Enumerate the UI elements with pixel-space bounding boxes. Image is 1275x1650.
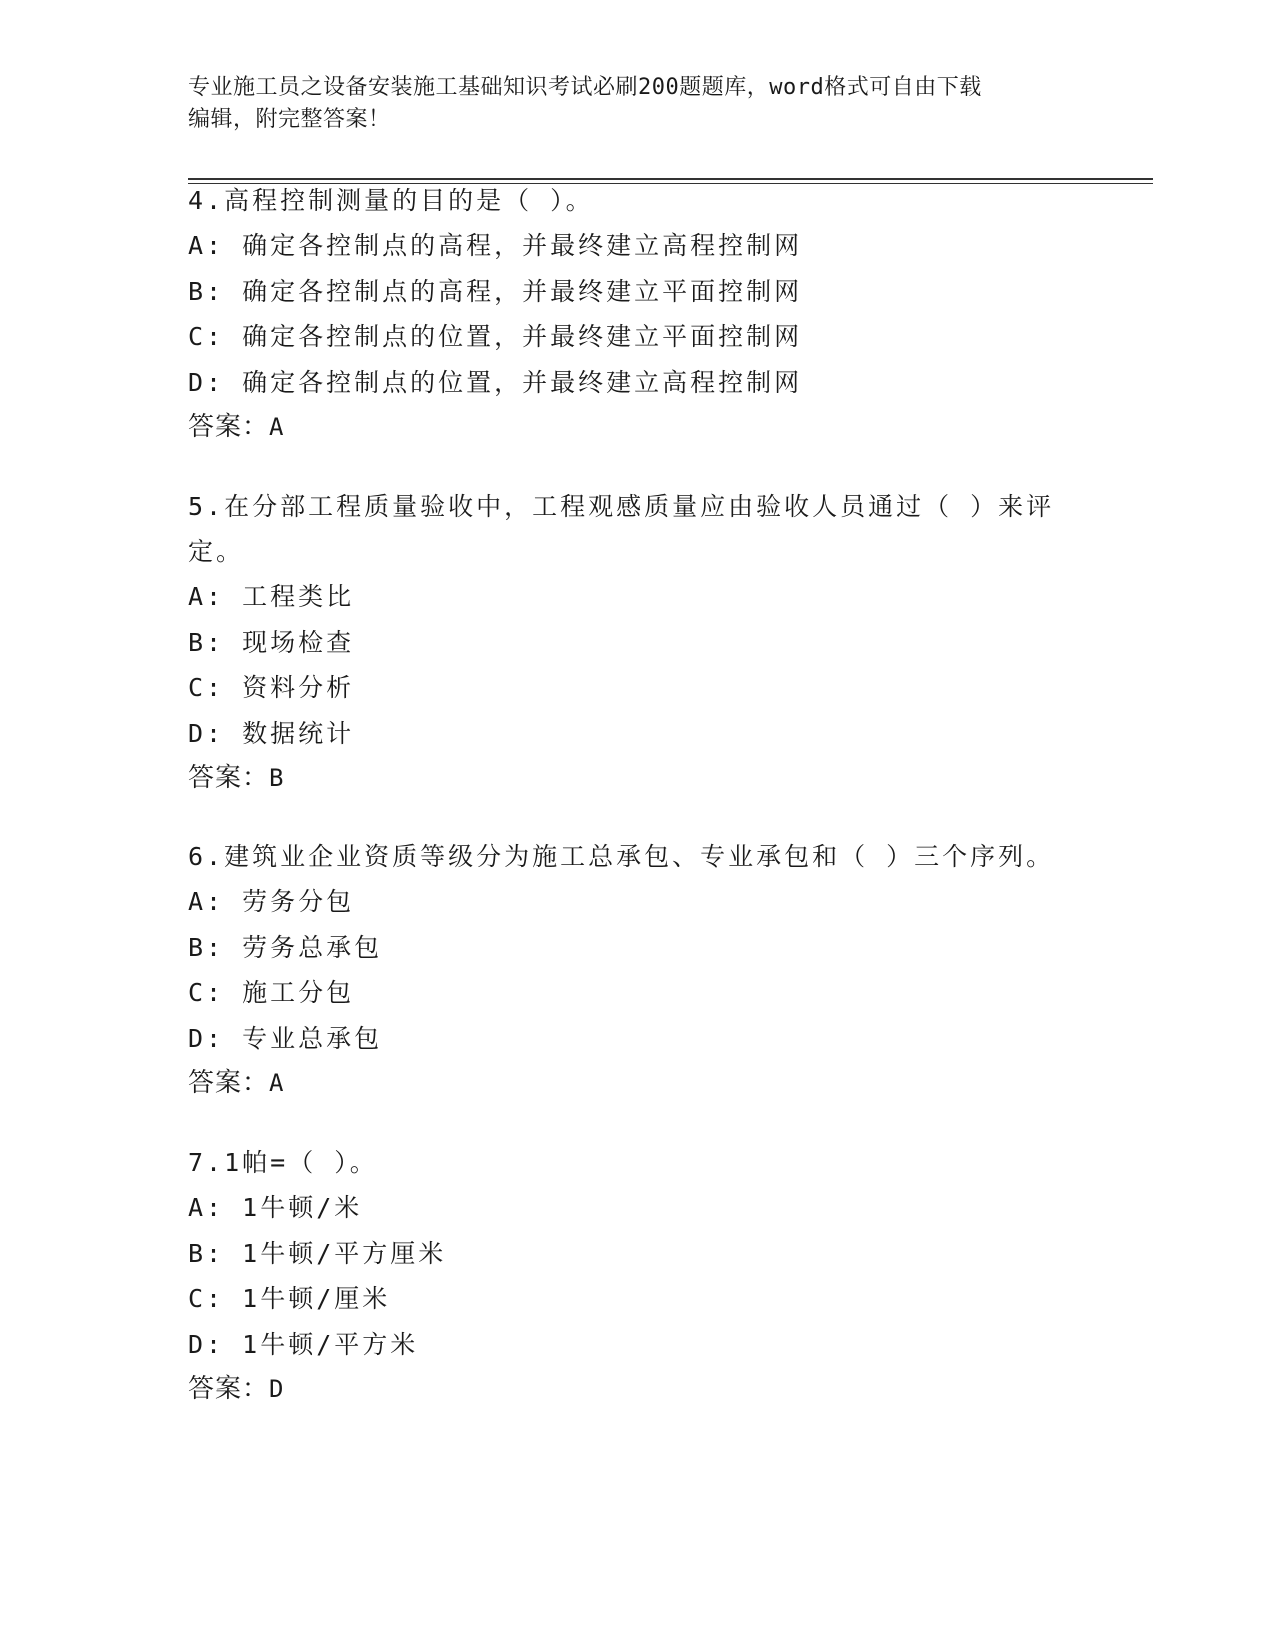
- option-a: A: 1牛顿/米: [188, 1193, 363, 1222]
- option-b: B: 现场检查: [188, 627, 355, 657]
- question-5: [188, 484, 1068, 801]
- option-d: D: 1牛顿/平方米: [188, 1329, 419, 1359]
- header-line-2: 编辑，附完整答案！: [188, 107, 391, 132]
- document-header: [188, 72, 1068, 136]
- header-line-1: 专业施工员之设备安装施工基础知识考试必刷200题题库，word格式可自由下载: [188, 75, 982, 100]
- option-c: C: 资料分析: [188, 673, 355, 702]
- option-d: D: 专业总承包: [188, 1023, 383, 1053]
- answer-line: [188, 405, 1088, 450]
- question-stem: 6.建筑业企业资质等级分为施工总承包、专业承包和（ ）三个序列。: [188, 842, 1055, 871]
- option-a: A: 工程类比: [188, 582, 355, 611]
- answer-label: 答案：: [188, 1068, 270, 1098]
- answer-value: A: [269, 1069, 285, 1097]
- question-6: [188, 834, 1148, 1106]
- option-d: D: 数据统计: [188, 718, 355, 748]
- answer-line: [188, 756, 1068, 801]
- option-c: C: 施工分包: [188, 978, 355, 1007]
- question-4: [188, 178, 1088, 450]
- option-b: B: 1牛顿/平方厘米: [188, 1238, 447, 1268]
- option-a: A: 劳务分包: [188, 887, 355, 916]
- option-b: B: 劳务总承包: [188, 932, 383, 962]
- answer-value: D: [269, 1375, 285, 1403]
- option-b: B: 确定各控制点的高程，并最终建立平面控制网: [188, 276, 803, 306]
- answer-value: A: [269, 413, 285, 441]
- option-c: C: 1牛顿/厘米: [188, 1284, 391, 1313]
- question-stem: 7.1帕=（ ）。: [188, 1148, 378, 1177]
- answer-line: [188, 1061, 1148, 1106]
- option-d: D: 确定各控制点的位置，并最终建立高程控制网: [188, 367, 803, 397]
- question-stem: 4.高程控制测量的目的是（ ）。: [188, 186, 594, 215]
- answer-line: [188, 1367, 1088, 1412]
- question-stem: 5.在分部工程质量验收中，工程观感质量应由验收人员通过（ ）来评定。: [188, 492, 1055, 566]
- answer-value: B: [269, 764, 285, 792]
- question-7: [188, 1140, 1088, 1412]
- answer-label: 答案：: [188, 763, 270, 793]
- option-a: A: 确定各控制点的高程，并最终建立高程控制网: [188, 231, 803, 260]
- answer-label: 答案：: [188, 412, 270, 442]
- answer-label: 答案：: [188, 1374, 270, 1404]
- option-c: C: 确定各控制点的位置，并最终建立平面控制网: [188, 322, 803, 351]
